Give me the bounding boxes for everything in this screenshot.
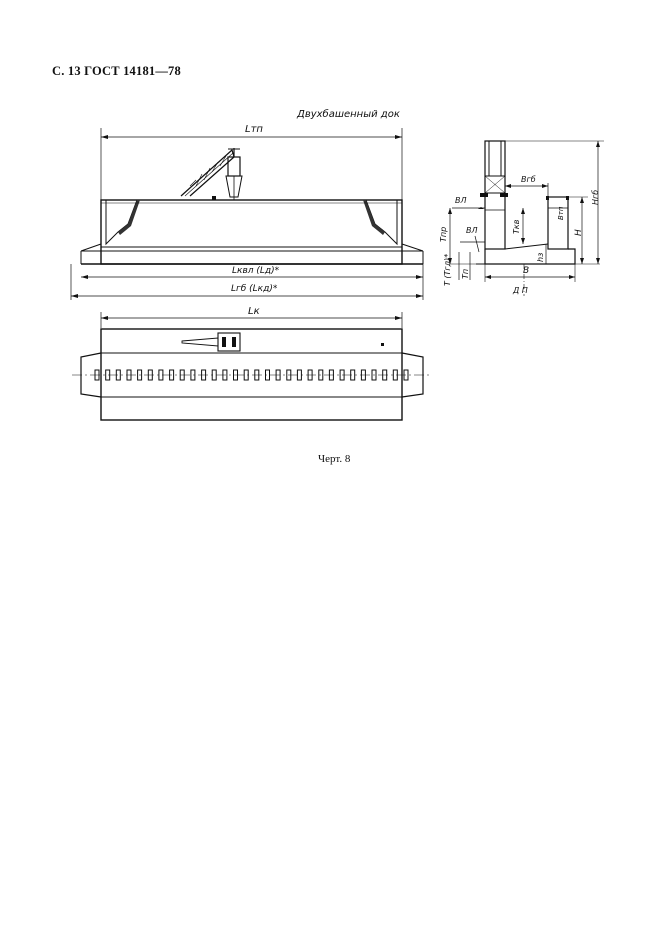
label-l-kvl: Lквл (Lд)* <box>232 266 280 276</box>
keel-blocks <box>95 370 408 380</box>
label-b-gb: Bгб <box>521 175 536 184</box>
dimension-b-tp <box>548 206 568 220</box>
label-l-k: Lк <box>248 306 260 317</box>
figure-caption: Черт. 8 <box>318 453 351 465</box>
label-t-gd: T (Tгд)* <box>443 253 452 286</box>
dimension-l-tp <box>101 124 402 200</box>
crane-side <box>181 148 242 200</box>
dimension-b <box>485 264 575 282</box>
label-b-tp: Bтп <box>557 206 565 220</box>
label-dp: Д П <box>513 286 528 295</box>
plan-view <box>72 306 432 420</box>
dimension-b-gb <box>505 175 548 197</box>
label-l-tp: Lтп <box>245 124 263 135</box>
label-t-kv: Tкв <box>512 219 521 234</box>
label-l-gb: Lгб (Lкд)* <box>231 284 278 294</box>
label-t-pr: Tпр <box>439 226 448 242</box>
label-h-z: hз <box>536 252 545 262</box>
dimension-h-z <box>536 244 546 264</box>
cross-section <box>439 141 604 296</box>
dock-hull-side <box>81 200 423 264</box>
dimension-l-k <box>101 306 402 328</box>
label-h-gb: Hгб <box>591 189 600 205</box>
dock-plan-outline <box>72 329 432 420</box>
label-h: H <box>574 229 584 236</box>
label-b: B <box>523 266 530 276</box>
side-elevation <box>71 108 423 300</box>
label-t-p: Tп <box>461 268 470 279</box>
dimension-h <box>568 197 600 264</box>
label-vl-upper: ВЛ <box>455 196 467 205</box>
crane-plan <box>182 333 384 351</box>
dimension-t-p <box>461 252 470 280</box>
figure-title: Двухбашенный док <box>297 109 400 120</box>
page-header: С. 13 ГОСТ 14181—78 <box>52 64 181 78</box>
dimension-l-kvl <box>81 266 423 279</box>
label-vl-lower: ВЛ <box>466 226 478 235</box>
dimension-t-kv <box>512 208 525 244</box>
dimension-h-gb <box>505 141 604 264</box>
